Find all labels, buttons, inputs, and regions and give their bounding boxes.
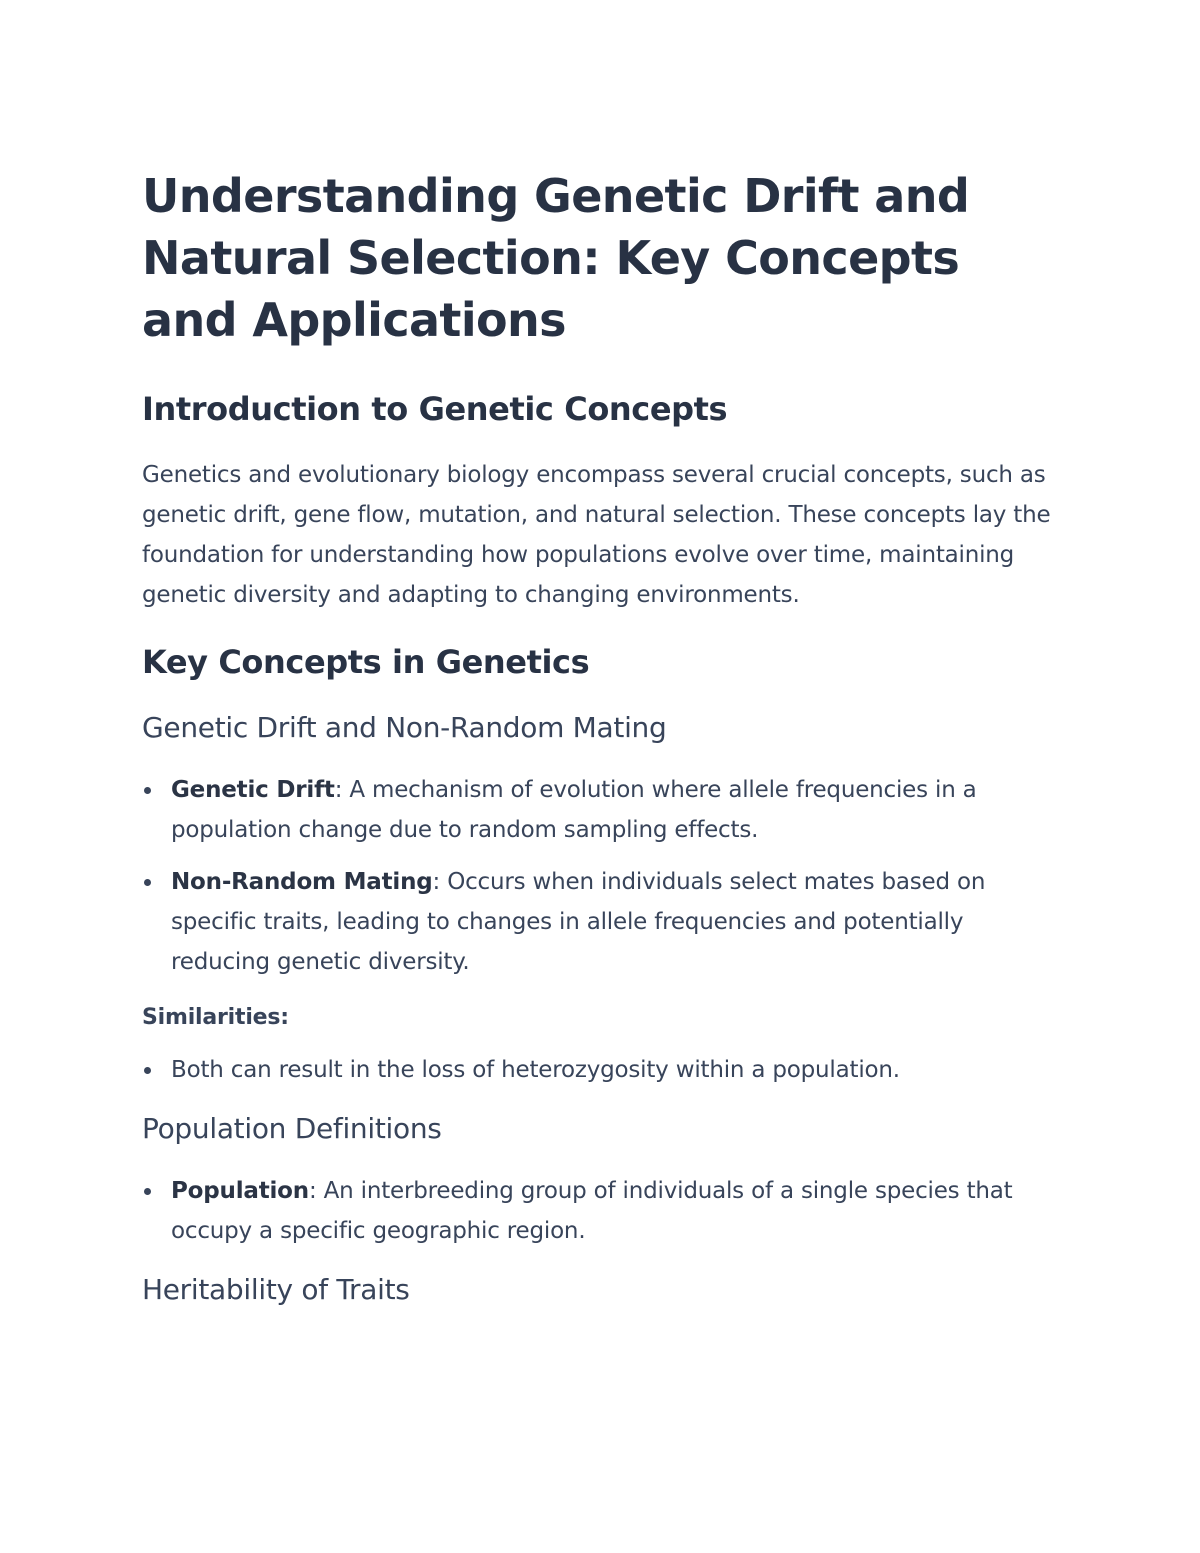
drift-section-heading: Genetic Drift and Non-Random Mating — [142, 711, 667, 744]
key-concepts-heading: Key Concepts in Genetics — [142, 643, 590, 681]
intro-paragraph: Genetics and evolutionary biology encompass several crucial concepts, such as genetic drift, gene flow, mutation, and natural selection. These concepts lay the foundation for understanding how populations evolve over time, maintaining genetic diversity and adapting to changing environments. — [142, 462, 1051, 608]
population-section-heading: Population Definitions — [142, 1112, 442, 1145]
term-population: Population — [171, 1178, 309, 1204]
document-page — [142, 165, 1052, 1309]
list-item: Both can result in the loss of heterozygosity within a population. — [142, 1050, 1052, 1090]
list-item — [142, 862, 1052, 982]
intro-heading: Introduction to Genetic Concepts — [142, 390, 728, 428]
list-item — [142, 770, 1052, 850]
definition-non-random-mating: : Occurs when individuals select mates based on specific traits, leading to changes in allele frequencies and potentially reducing genetic diversity. — [171, 869, 986, 975]
similarities-list — [142, 1050, 1052, 1090]
term-non-random-mating: Non-Random Mating — [171, 869, 433, 895]
similarities-label: Similarities: — [142, 1005, 289, 1030]
drift-definitions-list — [142, 770, 1052, 982]
term-genetic-drift: Genetic Drift — [171, 777, 335, 803]
list-item — [142, 1171, 1052, 1251]
definition-genetic-drift: : A mechanism of evolution where allele frequencies in a population change due to random sampling effects. — [171, 777, 977, 843]
document-title: Understanding Genetic Drift and Natural Selection: Key Concepts and Applications — [142, 169, 970, 347]
heritability-section-heading: Heritability of Traits — [142, 1273, 410, 1306]
definition-population: : An interbreeding group of individuals of a single species that occupy a specific geographic region. — [171, 1178, 1013, 1244]
population-definitions-list — [142, 1171, 1052, 1251]
